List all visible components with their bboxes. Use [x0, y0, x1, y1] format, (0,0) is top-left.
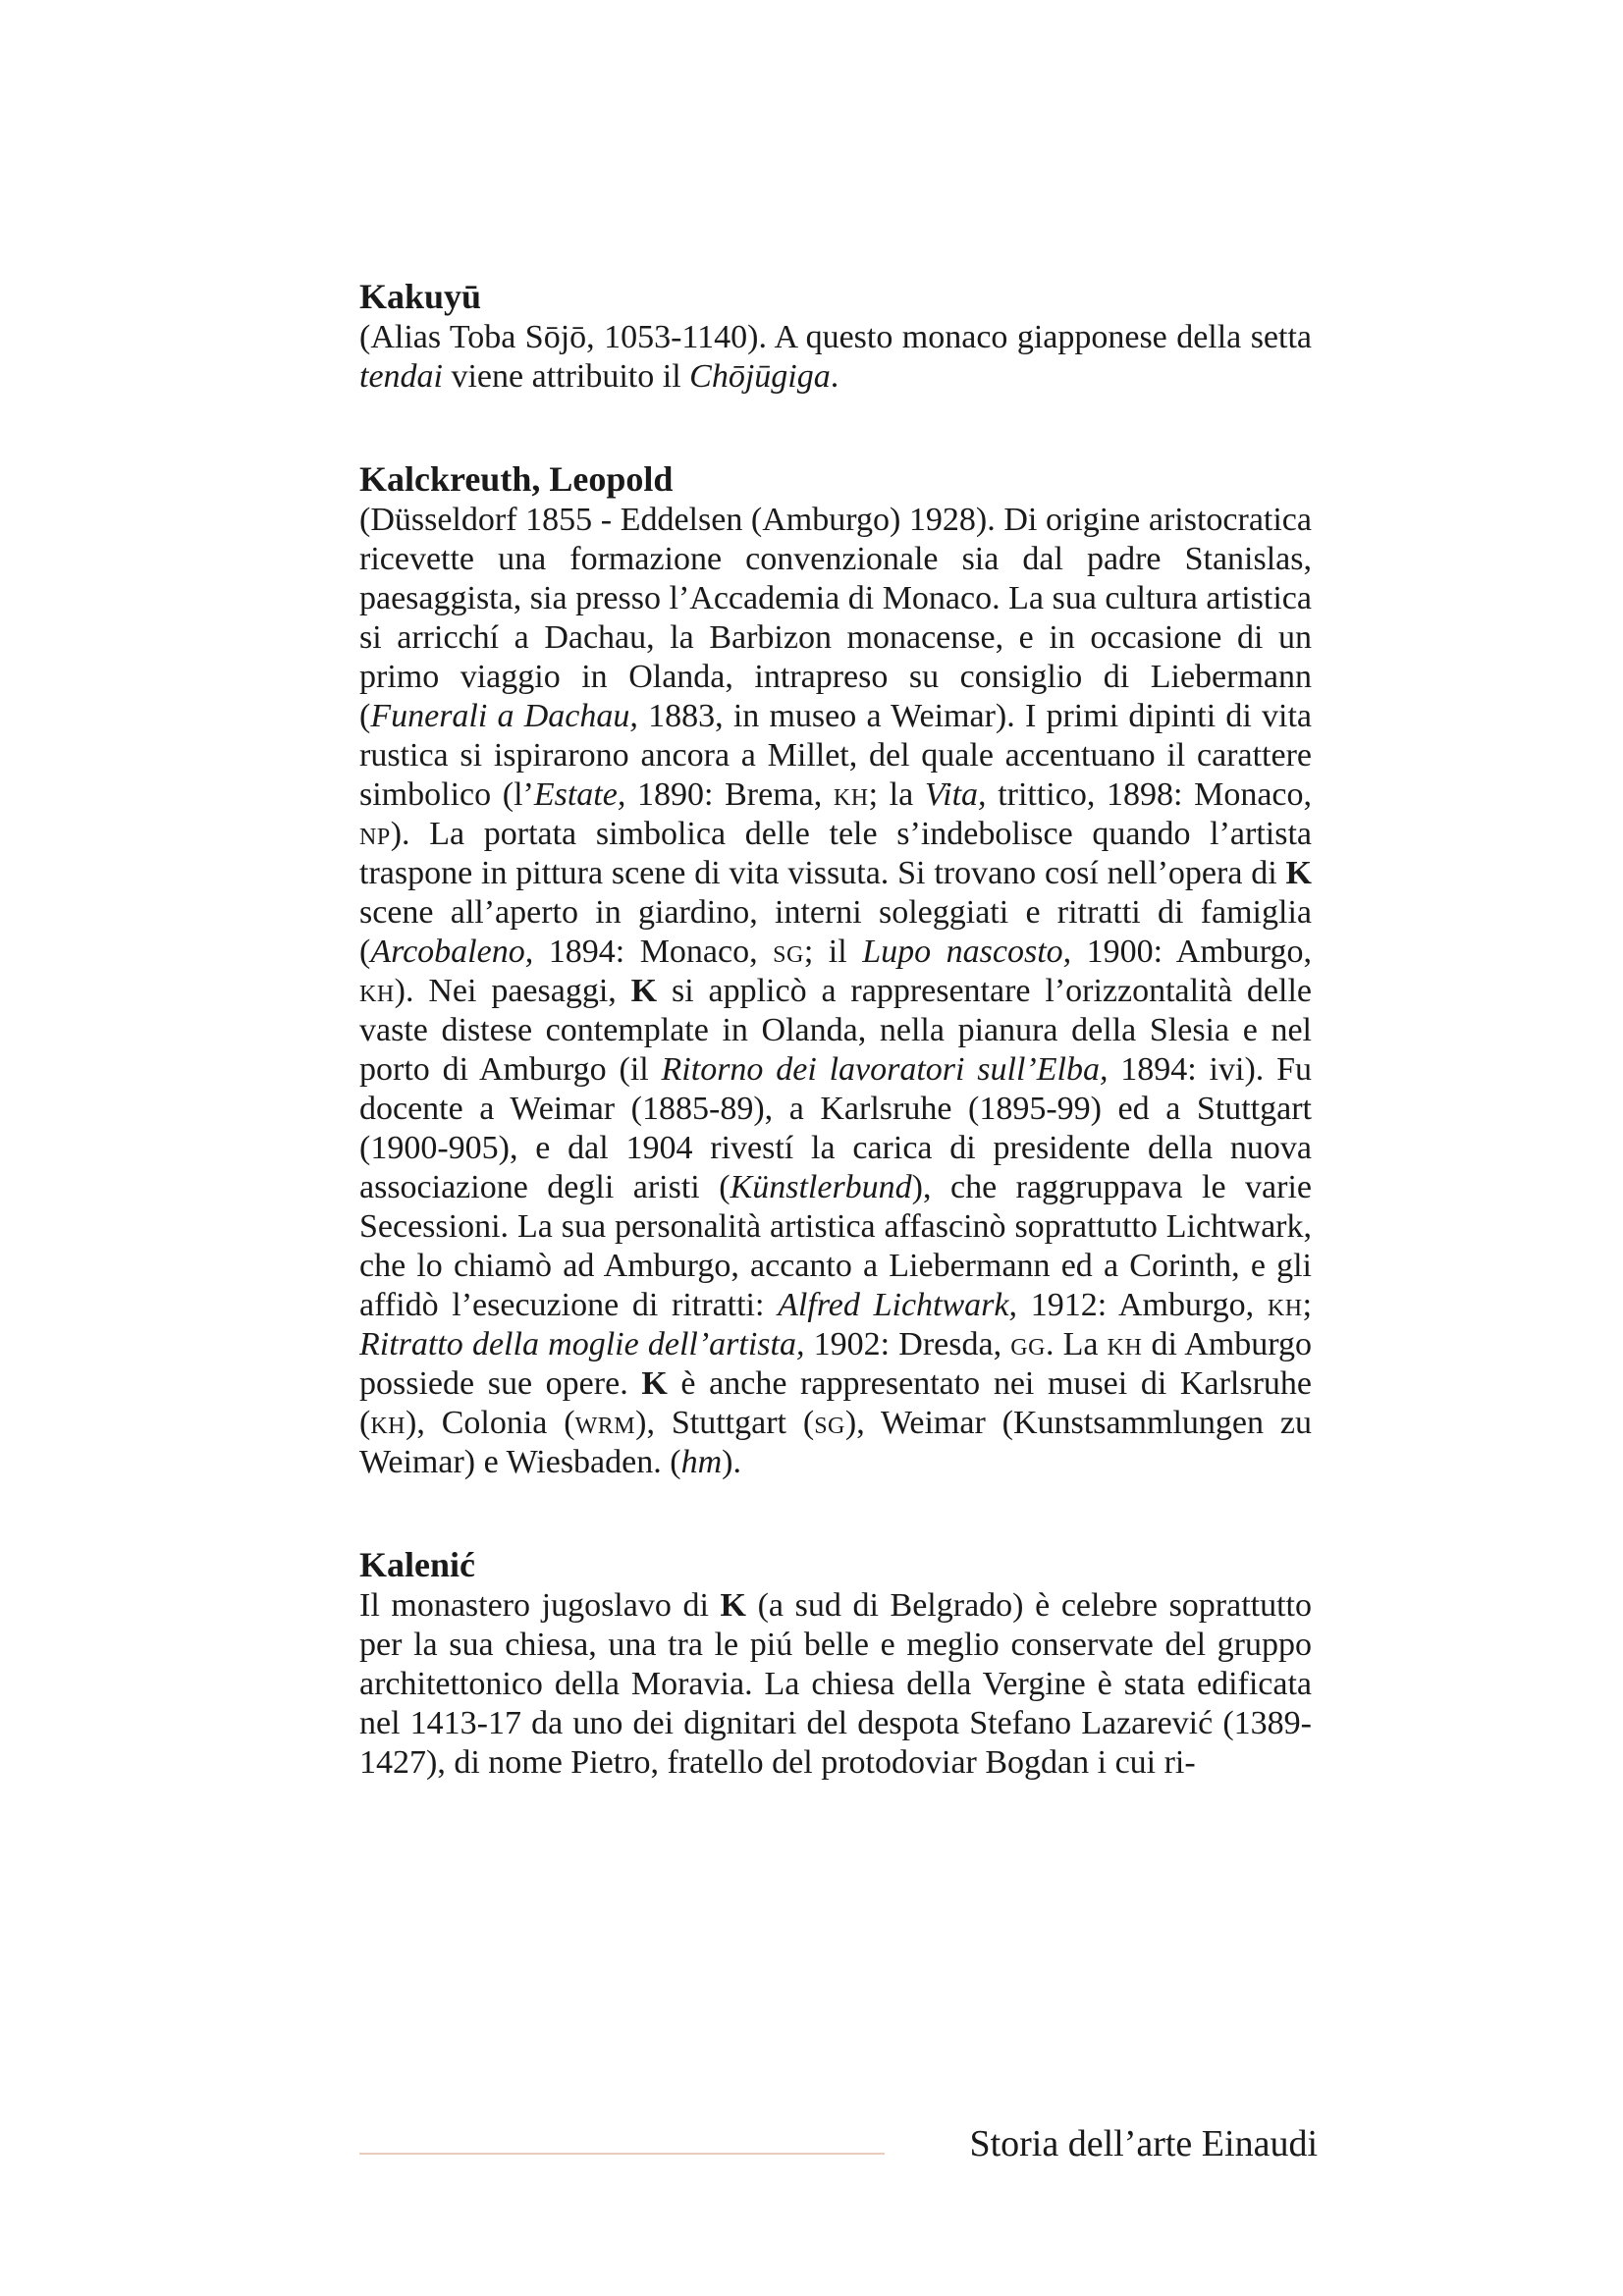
- text-run: 1900: Amburgo,: [1071, 934, 1312, 970]
- text-column: [359, 275, 1312, 1843]
- italic-run: Funerali a Dachau,: [370, 698, 638, 734]
- abbreviation: sg: [773, 934, 804, 970]
- text-run: ), Colonia (: [406, 1405, 575, 1441]
- abbreviation: gg: [1010, 1326, 1046, 1362]
- author-initials: hm: [680, 1444, 723, 1480]
- text-run: 1890: Brema,: [625, 776, 834, 813]
- text-run: 1894: ivi). Fu docente a Weimar (1885-89), a Karlsruhe (1895-99) ed a Stuttgart (1900-905), e dal 1904 rivestí la carica di presidente della nuova associazione degli aristi (: [359, 1051, 1312, 1205]
- entry-title: Kalckreuth, Leopold: [359, 459, 674, 499]
- bold-initial: K: [1285, 855, 1312, 891]
- italic-run: Estate,: [533, 776, 626, 813]
- abbreviation: kh: [1267, 1287, 1303, 1323]
- italic-run: tendai: [359, 358, 443, 395]
- text-run: (Düsseldorf 1855 - Eddelsen (Amburgo) 1928). Di origine aristocratica ricevette una formazione convenzionale sia dal padre Stanislas, paesaggista, sia presso l’Accademia di Monaco. La sua cultura artistica si arricchí a Dachau, la Barbizon monacense, e in occasione di un primo viaggio in Olanda, intrapreso su consiglio di Liebermann (: [359, 502, 1312, 734]
- text-run: Il monastero jugoslavo di: [359, 1587, 721, 1624]
- bold-initial: K: [641, 1365, 668, 1402]
- abbreviation: np: [359, 816, 391, 852]
- bold-initial: K: [630, 973, 658, 1009]
- abbreviation: kh: [833, 776, 869, 813]
- text-run: ).: [722, 1444, 741, 1480]
- footer-rule: [359, 2153, 885, 2155]
- entry-body: [359, 318, 1312, 397]
- entry-title: Kalenić: [359, 1545, 475, 1584]
- entry-body: [359, 1586, 1312, 1783]
- text-run: (a sud di Belgrado) è celebre soprattutto per la sua chiesa, una tra le piú belle e meglio conservate del gruppo architettonico della Moravia. La chiesa della Vergine è stata edificata nel 1413-17 da uno dei dignitari del despota Stefano Lazarević (1389-1427), di nome Pietro, fratello del protodoviar Bogdan i cui ri-: [359, 1587, 1312, 1781]
- abbreviation: kh: [370, 1405, 406, 1441]
- italic-run: Künstlerbund: [730, 1169, 912, 1205]
- text-run: .: [830, 358, 839, 395]
- italic-run: Arcobaleno,: [370, 934, 534, 970]
- text-run: 1902: Dresda,: [804, 1326, 1011, 1362]
- italic-run: Alfred Lichtwark,: [778, 1287, 1017, 1323]
- text-run: 1883, in museo a Weimar). I primi dipinti di vita rustica si ispirarono ancora a Millet, del quale accentuano il carattere simbolico (l’: [359, 698, 1312, 813]
- text-run: . La: [1045, 1326, 1108, 1362]
- bold-initial: K: [720, 1587, 746, 1624]
- abbreviation: kh: [1107, 1326, 1143, 1362]
- abbreviation: wrm: [574, 1405, 636, 1441]
- text-run: si applicò a rappresentare l’orizzontalità delle vaste distese contemplate in Olanda, nella pianura della Slesia e nel porto di Amburgo (il: [359, 973, 1312, 1088]
- text-run: di Amburgo possiede sue opere.: [359, 1326, 1312, 1402]
- text-run: scene all’aperto in giardino, interni soleggiati e ritratti di famiglia (: [359, 894, 1312, 970]
- text-run: ). Nei paesaggi,: [394, 973, 631, 1009]
- text-run: è anche rappresentato nei musei di Karlsruhe (: [359, 1365, 1312, 1441]
- text-run: ), Stuttgart (: [635, 1405, 815, 1441]
- text-run: trittico, 1898: Monaco,: [986, 776, 1313, 813]
- italic-run: Ritorno dei lavoratori sull’Elba,: [661, 1051, 1109, 1088]
- text-run: ; la: [868, 776, 925, 813]
- entry-title: Kakuyū: [359, 277, 482, 316]
- text-run: (Alias Toba Sōjō, 1053-1140). A questo monaco giapponese della setta: [359, 319, 1312, 355]
- text-run: viene attribuito il: [442, 358, 690, 395]
- text-run: ;: [1302, 1287, 1313, 1323]
- italic-run: Chōjūgiga: [689, 358, 831, 395]
- entry-body: [359, 501, 1312, 1482]
- italic-run: Ritratto della moglie dell’artista,: [359, 1326, 805, 1362]
- entry-kakuyu: [359, 275, 1312, 397]
- text-run: ), Weimar (Kunstsammlungen zu Weimar) e Wiesbaden. (: [359, 1405, 1312, 1480]
- text-run: ), che raggruppava le varie Secessioni. La sua personalità artistica affascinò soprattutto Lichtwark, che lo chiamò ad Amburgo, accanto a Liebermann ed a Corinth, e gli affidò l’esecuzione di ritratti:: [359, 1169, 1312, 1323]
- italic-run: Vita,: [924, 776, 987, 813]
- text-run: ; il: [803, 934, 863, 970]
- entry-kalckreuth: [359, 457, 1312, 1482]
- text-run: 1912: Amburgo,: [1016, 1287, 1268, 1323]
- abbreviation: kh: [359, 973, 395, 1009]
- entry-kalenic: [359, 1543, 1312, 1783]
- abbreviation: sg: [814, 1405, 845, 1441]
- text-run: ). La portata simbolica delle tele s’indebolisce quando l’artista traspone in pittura scene di vita vissuta. Si trovano cosí nell’opera di: [359, 816, 1312, 891]
- italic-run: Lupo nascosto,: [862, 934, 1072, 970]
- text-run: 1894: Monaco,: [533, 934, 774, 970]
- footer-title: Storia dell’arte Einaudi: [969, 2123, 1318, 2164]
